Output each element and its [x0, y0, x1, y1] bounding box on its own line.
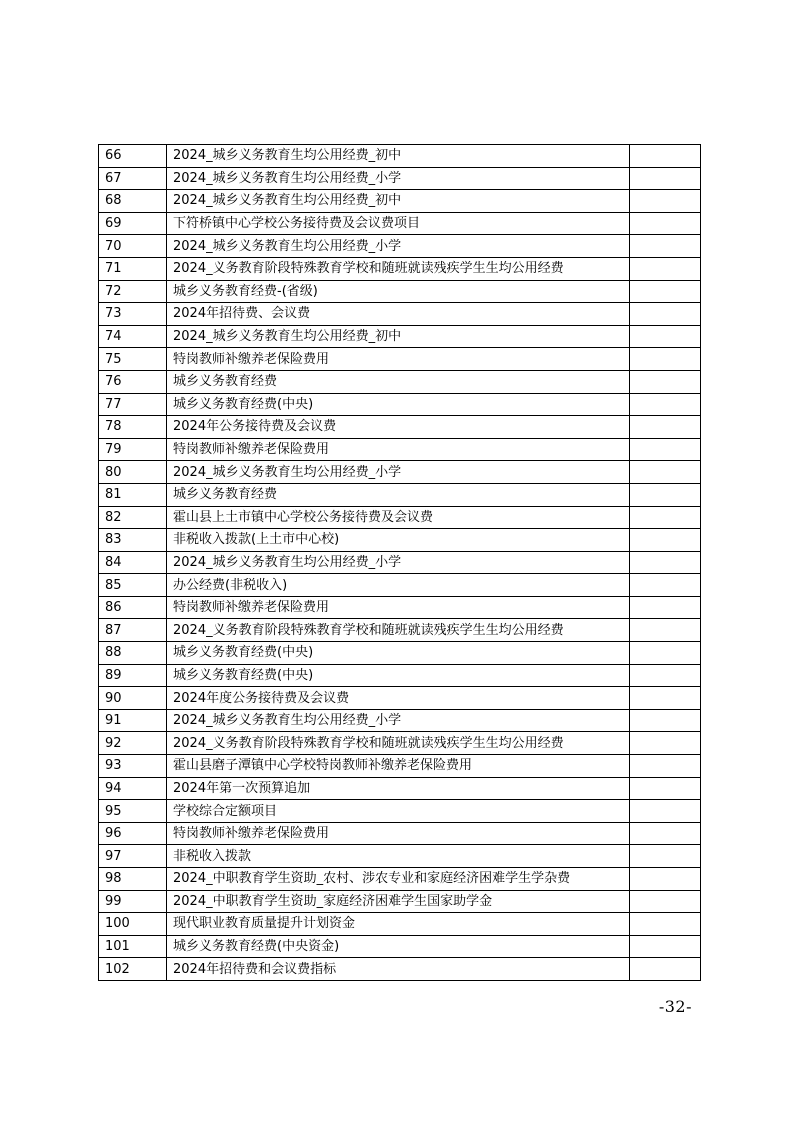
empty-cell: [630, 551, 701, 574]
project-name-cell: 2024_中职教育学生资助_家庭经济困难学生国家助学金: [167, 890, 630, 913]
empty-cell: [630, 303, 701, 326]
table-row: [99, 732, 701, 755]
row-number-cell: 78: [99, 416, 167, 439]
project-table: [98, 144, 701, 981]
project-name-cell: 2024年度公务接待费及会议费: [167, 687, 630, 710]
row-number-cell: 82: [99, 506, 167, 529]
row-number-cell: 83: [99, 529, 167, 552]
table-row: [99, 280, 701, 303]
row-number-cell: 69: [99, 212, 167, 235]
empty-cell: [630, 845, 701, 868]
project-name-cell: 2024_城乡义务教育生均公用经费_小学: [167, 235, 630, 258]
row-number-cell: 72: [99, 280, 167, 303]
table-row: [99, 935, 701, 958]
row-number-cell: 93: [99, 755, 167, 778]
table-row: [99, 303, 701, 326]
table-row: [99, 755, 701, 778]
empty-cell: [630, 755, 701, 778]
table-row: [99, 845, 701, 868]
empty-cell: [630, 483, 701, 506]
table-row: [99, 145, 701, 168]
project-name-cell: 非税收入拨款(上土市中心校): [167, 529, 630, 552]
empty-cell: [630, 709, 701, 732]
row-number-cell: 70: [99, 235, 167, 258]
row-number-cell: 74: [99, 325, 167, 348]
project-name-cell: 2024_义务教育阶段特殊教育学校和随班就读残疾学生生均公用经费: [167, 257, 630, 280]
row-number-cell: 68: [99, 190, 167, 213]
empty-cell: [630, 596, 701, 619]
project-name-cell: 城乡义务教育经费-(省级): [167, 280, 630, 303]
project-name-cell: 2024_城乡义务教育生均公用经费_初中: [167, 190, 630, 213]
table-row: [99, 868, 701, 891]
empty-cell: [630, 732, 701, 755]
row-number-cell: 71: [99, 257, 167, 280]
table-row: [99, 212, 701, 235]
row-number-cell: 67: [99, 167, 167, 190]
row-number-cell: 86: [99, 596, 167, 619]
project-name-cell: 2024_义务教育阶段特殊教育学校和随班就读残疾学生生均公用经费: [167, 732, 630, 755]
empty-cell: [630, 393, 701, 416]
empty-cell: [630, 868, 701, 891]
empty-cell: [630, 506, 701, 529]
table-row: [99, 461, 701, 484]
project-name-cell: 下符桥镇中心学校公务接待费及会议费项目: [167, 212, 630, 235]
empty-cell: [630, 574, 701, 597]
row-number-cell: 66: [99, 145, 167, 168]
row-number-cell: 94: [99, 777, 167, 800]
row-number-cell: 76: [99, 370, 167, 393]
row-number-cell: 79: [99, 438, 167, 461]
table-row: [99, 190, 701, 213]
row-number-cell: 89: [99, 664, 167, 687]
table-row: [99, 483, 701, 506]
project-name-cell: 城乡义务教育经费(中央): [167, 664, 630, 687]
project-name-cell: 2024年招待费、会议费: [167, 303, 630, 326]
row-number-cell: 80: [99, 461, 167, 484]
table-row: [99, 687, 701, 710]
project-name-cell: 2024年公务接待费及会议费: [167, 416, 630, 439]
empty-cell: [630, 913, 701, 936]
table-row: [99, 370, 701, 393]
empty-cell: [630, 416, 701, 439]
empty-cell: [630, 280, 701, 303]
project-name-cell: 2024_义务教育阶段特殊教育学校和随班就读残疾学生生均公用经费: [167, 619, 630, 642]
row-number-cell: 92: [99, 732, 167, 755]
project-name-cell: 学校综合定额项目: [167, 800, 630, 823]
table-row: [99, 235, 701, 258]
project-name-cell: 2024_中职教育学生资助_农村、涉农专业和家庭经济困难学生学杂费: [167, 868, 630, 891]
project-name-cell: 特岗教师补缴养老保险费用: [167, 596, 630, 619]
row-number-cell: 87: [99, 619, 167, 642]
project-name-cell: 霍山县磨子潭镇中心学校特岗教师补缴养老保险费用: [167, 755, 630, 778]
project-name-cell: 特岗教师补缴养老保险费用: [167, 438, 630, 461]
row-number-cell: 77: [99, 393, 167, 416]
table-row: [99, 257, 701, 280]
empty-cell: [630, 619, 701, 642]
project-name-cell: 城乡义务教育经费: [167, 370, 630, 393]
row-number-cell: 100: [99, 913, 167, 936]
empty-cell: [630, 800, 701, 823]
table-row: [99, 822, 701, 845]
table-row: [99, 777, 701, 800]
empty-cell: [630, 890, 701, 913]
row-number-cell: 95: [99, 800, 167, 823]
empty-cell: [630, 687, 701, 710]
row-number-cell: 84: [99, 551, 167, 574]
row-number-cell: 96: [99, 822, 167, 845]
project-name-cell: 特岗教师补缴养老保险费用: [167, 348, 630, 371]
empty-cell: [630, 529, 701, 552]
table-row: [99, 800, 701, 823]
empty-cell: [630, 370, 701, 393]
row-number-cell: 75: [99, 348, 167, 371]
empty-cell: [630, 461, 701, 484]
row-number-cell: 99: [99, 890, 167, 913]
project-name-cell: 2024_城乡义务教育生均公用经费_小学: [167, 461, 630, 484]
table-row: [99, 325, 701, 348]
project-name-cell: 城乡义务教育经费(中央): [167, 642, 630, 665]
table-row: [99, 664, 701, 687]
table-row: [99, 619, 701, 642]
row-number-cell: 88: [99, 642, 167, 665]
project-name-cell: 霍山县上土市镇中心学校公务接待费及会议费: [167, 506, 630, 529]
project-name-cell: 2024年第一次预算追加: [167, 777, 630, 800]
project-name-cell: 办公经费(非税收入): [167, 574, 630, 597]
row-number-cell: 73: [99, 303, 167, 326]
project-name-cell: 2024_城乡义务教育生均公用经费_小学: [167, 709, 630, 732]
table-row: [99, 709, 701, 732]
project-name-cell: 特岗教师补缴养老保险费用: [167, 822, 630, 845]
project-name-cell: 城乡义务教育经费: [167, 483, 630, 506]
table-row: [99, 167, 701, 190]
empty-cell: [630, 212, 701, 235]
table-row: [99, 890, 701, 913]
empty-cell: [630, 325, 701, 348]
empty-cell: [630, 664, 701, 687]
row-number-cell: 91: [99, 709, 167, 732]
project-name-cell: 2024_城乡义务教育生均公用经费_初中: [167, 145, 630, 168]
empty-cell: [630, 777, 701, 800]
empty-cell: [630, 348, 701, 371]
row-number-cell: 98: [99, 868, 167, 891]
project-table-body: [99, 145, 701, 981]
project-name-cell: 2024_城乡义务教育生均公用经费_小学: [167, 167, 630, 190]
table-row: [99, 596, 701, 619]
table-row: [99, 529, 701, 552]
table-row: [99, 416, 701, 439]
empty-cell: [630, 190, 701, 213]
empty-cell: [630, 257, 701, 280]
table-row: [99, 958, 701, 981]
empty-cell: [630, 822, 701, 845]
project-name-cell: 非税收入拨款: [167, 845, 630, 868]
table-row: [99, 393, 701, 416]
empty-cell: [630, 438, 701, 461]
empty-cell: [630, 167, 701, 190]
page-number: -32-: [658, 997, 692, 1016]
project-name-cell: 城乡义务教育经费(中央): [167, 393, 630, 416]
row-number-cell: 85: [99, 574, 167, 597]
table-row: [99, 574, 701, 597]
table-row: [99, 348, 701, 371]
project-name-cell: 现代职业教育质量提升计划资金: [167, 913, 630, 936]
project-name-cell: 城乡义务教育经费(中央资金): [167, 935, 630, 958]
table-row: [99, 506, 701, 529]
row-number-cell: 101: [99, 935, 167, 958]
empty-cell: [630, 145, 701, 168]
project-name-cell: 2024年招待费和会议费指标: [167, 958, 630, 981]
table-row: [99, 551, 701, 574]
project-name-cell: 2024_城乡义务教育生均公用经费_初中: [167, 325, 630, 348]
table-row: [99, 913, 701, 936]
table-row: [99, 642, 701, 665]
row-number-cell: 102: [99, 958, 167, 981]
row-number-cell: 90: [99, 687, 167, 710]
empty-cell: [630, 235, 701, 258]
table-row: [99, 438, 701, 461]
empty-cell: [630, 935, 701, 958]
empty-cell: [630, 958, 701, 981]
row-number-cell: 81: [99, 483, 167, 506]
row-number-cell: 97: [99, 845, 167, 868]
project-name-cell: 2024_城乡义务教育生均公用经费_小学: [167, 551, 630, 574]
empty-cell: [630, 642, 701, 665]
